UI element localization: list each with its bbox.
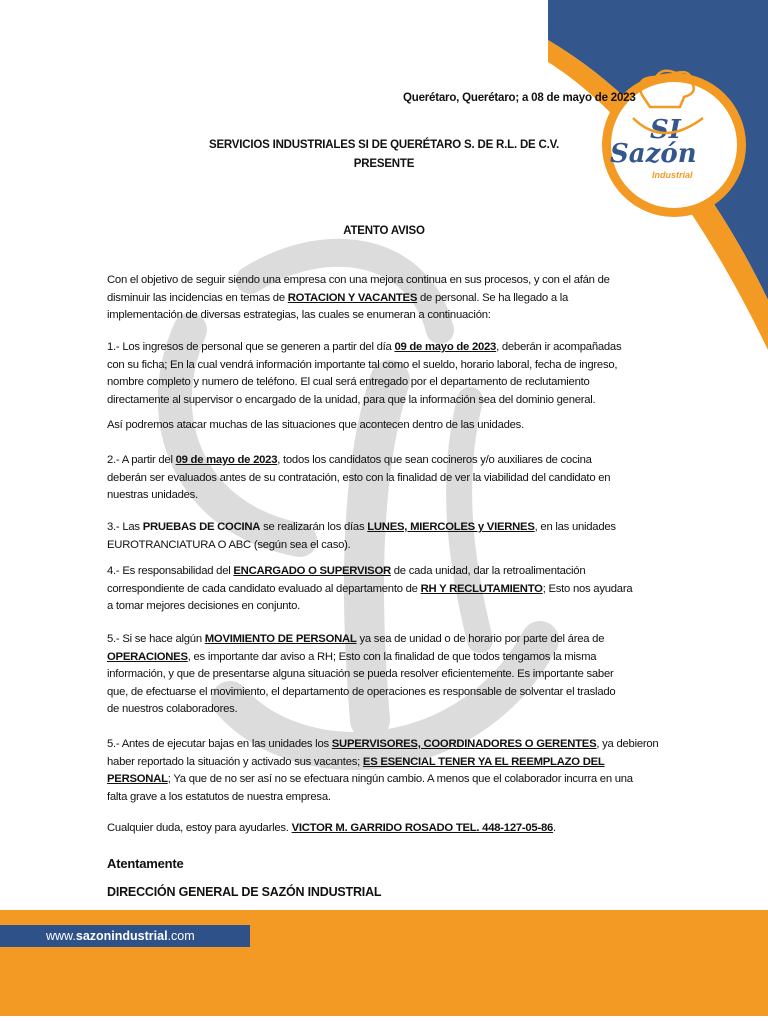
text-line <box>107 417 524 435</box>
body-text: con su ficha; En la cual vendrá información importante tal como el sueldo, horario laboral, fecha de ingreso, <box>107 358 618 371</box>
body-text: información, y que de presentarse alguna situación se pueda resolver eficientemente. Es importante saber <box>107 668 614 681</box>
url-suffix: .com <box>167 929 195 943</box>
body-text: , en las unidades <box>534 521 616 533</box>
body-text: 5.- Antes de ejecutar bajas en las unidades los <box>107 738 332 750</box>
url-domain: sazonindustrial <box>75 929 168 943</box>
text-line <box>107 357 621 375</box>
body-text: Así podremos atacar muchas de las situaciones que acontecen dentro de las unidades. <box>107 419 524 431</box>
emphasis-text: PRUEBAS DE COCINA <box>142 521 261 533</box>
text-line <box>107 736 658 754</box>
body-text: deberán ser evaluados antes de su contratación, esto con la finalidad de ver la viabilidad del candidato en <box>107 471 611 484</box>
body-text: , deberán ir acompañadas <box>496 341 622 353</box>
text-line <box>107 307 610 325</box>
emphasis-text: SUPERVISORES, COORDINADORES O GERENTES <box>331 738 597 750</box>
text-line <box>107 631 615 649</box>
closing-atentamente: Atentamente <box>107 856 184 871</box>
body-text: correspondiente de cada candidato evaluado al departamento de <box>107 582 421 595</box>
text-line <box>107 470 610 488</box>
body-text: falta grave a los estatutos de nuestra empresa. <box>107 790 331 803</box>
body-text: , todos los candidatos que sean cocineros y/o auxiliares de cocina <box>277 454 592 466</box>
emphasis-text: 09 de mayo de 2023 <box>175 454 278 466</box>
text-line <box>107 684 615 702</box>
item-1-paragraph <box>107 339 621 409</box>
body-text: implementación de diversas estrategias, las cuales se enumeran a continuación: <box>107 309 491 322</box>
body-text: EUROTRANCIATURA O ABC (según sea el caso). <box>107 538 351 551</box>
body-text: 1.- Los ingresos de personal que se generen a partir del día <box>107 341 395 353</box>
url-prefix: www. <box>46 929 76 943</box>
presente-label: PRESENTE <box>353 158 415 170</box>
body-text: que, de efectuarse el movimiento, el departamento de operaciones es responsable de solventar el traslado <box>107 685 616 698</box>
body-text: de personal. Se ha llegado a la <box>417 291 569 304</box>
emphasis-text: ENCARGADO O SUPERVISOR <box>233 565 391 577</box>
emphasis-text: MOVIMIENTO DE PERSONAL <box>204 633 357 645</box>
body-text: ; Esto nos ayudara <box>542 582 633 595</box>
emphasis-text: OPERACIONES <box>107 650 188 663</box>
body-text: nuestras unidades. <box>107 489 198 502</box>
body-text: a tomar mejores decisiones en conjunto. <box>107 600 301 613</box>
text-line <box>107 563 632 581</box>
emphasis-text: VICTOR M. GARRIDO ROSADO TEL. 448-127-05-86 <box>291 822 554 834</box>
text-line <box>107 598 632 616</box>
text-line <box>107 537 616 555</box>
body-text: disminuir las incidencias en temas de <box>107 291 288 304</box>
body-text: Cualquier duda, estoy para ayudarles. <box>107 822 292 834</box>
item-2-paragraph <box>107 452 610 505</box>
text-line <box>107 487 610 505</box>
text-line <box>107 789 658 807</box>
text-line <box>107 339 621 357</box>
text-line <box>107 452 610 470</box>
text-line <box>107 701 615 719</box>
body-text: ; Ya que de no ser así no se efectuara ningún cambio. A menos que el colaborador incurra en una <box>167 773 633 786</box>
svg-text:Industrial: Industrial <box>652 170 693 180</box>
item-4-paragraph <box>107 563 632 616</box>
body-text: 2.- A partir del <box>107 454 176 466</box>
text-line <box>107 666 615 684</box>
body-text: de nuestros colaboradores. <box>107 703 238 716</box>
emphasis-text: 09 de mayo de 2023 <box>394 341 497 353</box>
text-line <box>107 392 621 410</box>
svg-text:SI: SI <box>650 115 681 145</box>
emphasis-text: PERSONAL <box>107 773 168 786</box>
emphasis-text: LUNES, MIERCOLES y VIERNES <box>367 521 535 533</box>
text-line <box>107 820 556 838</box>
website-link[interactable] <box>0 925 250 947</box>
emphasis-text: ROTACION Y VACANTES <box>287 291 418 304</box>
text-line <box>107 649 615 667</box>
text-line <box>107 754 658 772</box>
body-text: ya sea de unidad o de horario por parte del área de <box>356 633 605 645</box>
company-name: SERVICIOS INDUSTRIALES SI DE QUERÉTARO S. DE R.L. DE C.V. <box>208 139 560 151</box>
body-text: nombre completo y numero de teléfono. El cual será entregado por el departamento de reclutamiento <box>107 376 590 389</box>
body-text: . <box>553 822 556 834</box>
body-text: , ya debieron <box>596 738 659 750</box>
emphasis-text: RH Y RECLUTAMIENTO <box>420 582 543 595</box>
text-line <box>107 519 616 537</box>
date-line: Querétaro, Querétaro; a 08 de mayo de 2023 <box>403 92 636 104</box>
item-5-paragraph <box>107 631 615 719</box>
body-text: 4.- Es responsabilidad del <box>107 565 234 577</box>
text-line <box>107 771 658 789</box>
notice-title: ATENTO AVISO <box>343 225 425 237</box>
text-line <box>107 290 610 308</box>
contact-paragraph <box>107 820 556 838</box>
emphasis-text: ES ESENCIAL TENER YA EL REEMPLAZO DEL <box>362 755 605 768</box>
svg-text:Sazón: Sazón <box>610 139 697 169</box>
note-paragraph <box>107 417 524 435</box>
body-text: de cada unidad, dar la retroalimentación <box>390 565 586 577</box>
body-text: haber reportado la situación y activado sus vacantes; <box>107 755 363 768</box>
body-text: directamente al supervisor o encargado de la unidad, para que la información sea del dominio general. <box>107 393 596 406</box>
body-text: 3.- Las <box>107 521 143 533</box>
text-line <box>107 272 610 290</box>
body-text: 5.- Si se hace algún <box>107 633 205 645</box>
closing-signature: DIRECCIÓN GENERAL DE SAZÓN INDUSTRIAL <box>107 885 382 899</box>
item-3-paragraph <box>107 519 616 554</box>
body-text: se realizarán los días <box>260 521 368 533</box>
body-text: Con el objetivo de seguir siendo una empresa con una mejora continua en sus procesos, y con el afán de <box>107 274 610 286</box>
text-line <box>107 581 632 599</box>
text-line <box>107 374 621 392</box>
intro-paragraph <box>107 272 610 325</box>
body-text: , es importante dar aviso a RH; Esto con la finalidad de que todos tengamos la misma <box>187 650 597 663</box>
item-5b-paragraph <box>107 736 658 806</box>
